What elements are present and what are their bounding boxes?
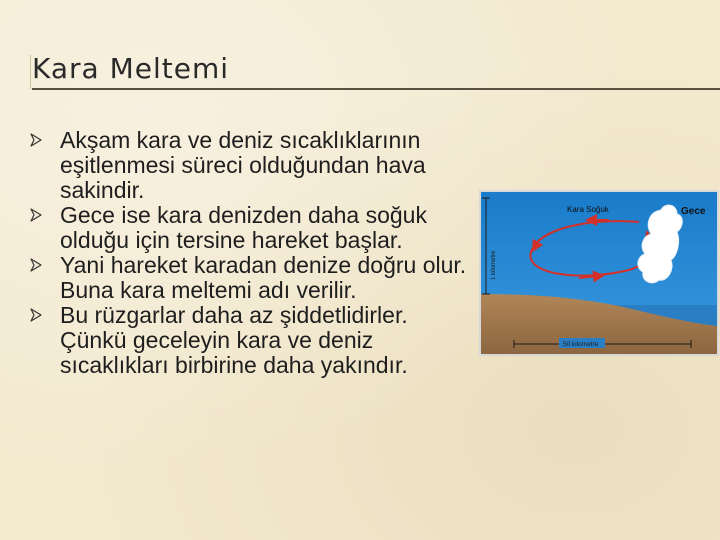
slide-title: Kara Meltemi	[32, 52, 230, 85]
bullet-item	[30, 303, 480, 378]
land-cold-label: Kara Soğuk	[567, 205, 609, 214]
title-decoration-line	[30, 55, 31, 89]
night-label: Gece	[681, 206, 706, 217]
arrowhead-bullet-icon	[30, 208, 42, 222]
bullet-item	[30, 253, 480, 303]
bullet-item	[30, 128, 480, 203]
arrowhead-bullet-icon	[30, 133, 42, 147]
land-breeze-diagram	[479, 190, 719, 356]
bullet-text: Yani hareket karadan denize doğru olur. Buna kara meltemi adı verilir.	[60, 252, 467, 303]
bullet-text: Akşam kara ve deniz sıcaklıklarının eşitlenmesi süreci olduğundan hava sakindir.	[60, 127, 426, 203]
title-underline	[32, 88, 720, 90]
bullet-list	[30, 128, 480, 378]
bullet-text: Bu rüzgarlar daha az şiddetlidirler. Çünkü geceleyin kara ve deniz sıcaklıkları birbirine daha yakındır.	[60, 302, 408, 378]
distance-label: 50 kilometre	[563, 341, 599, 348]
bullet-item	[30, 203, 480, 253]
arrowhead-bullet-icon	[30, 308, 42, 322]
arrowhead-bullet-icon	[30, 258, 42, 272]
bullet-text: Gece ise kara denizden daha soğuk olduğu için tersine hareket başlar.	[60, 202, 427, 253]
height-label: 1 kilometre	[491, 250, 497, 280]
